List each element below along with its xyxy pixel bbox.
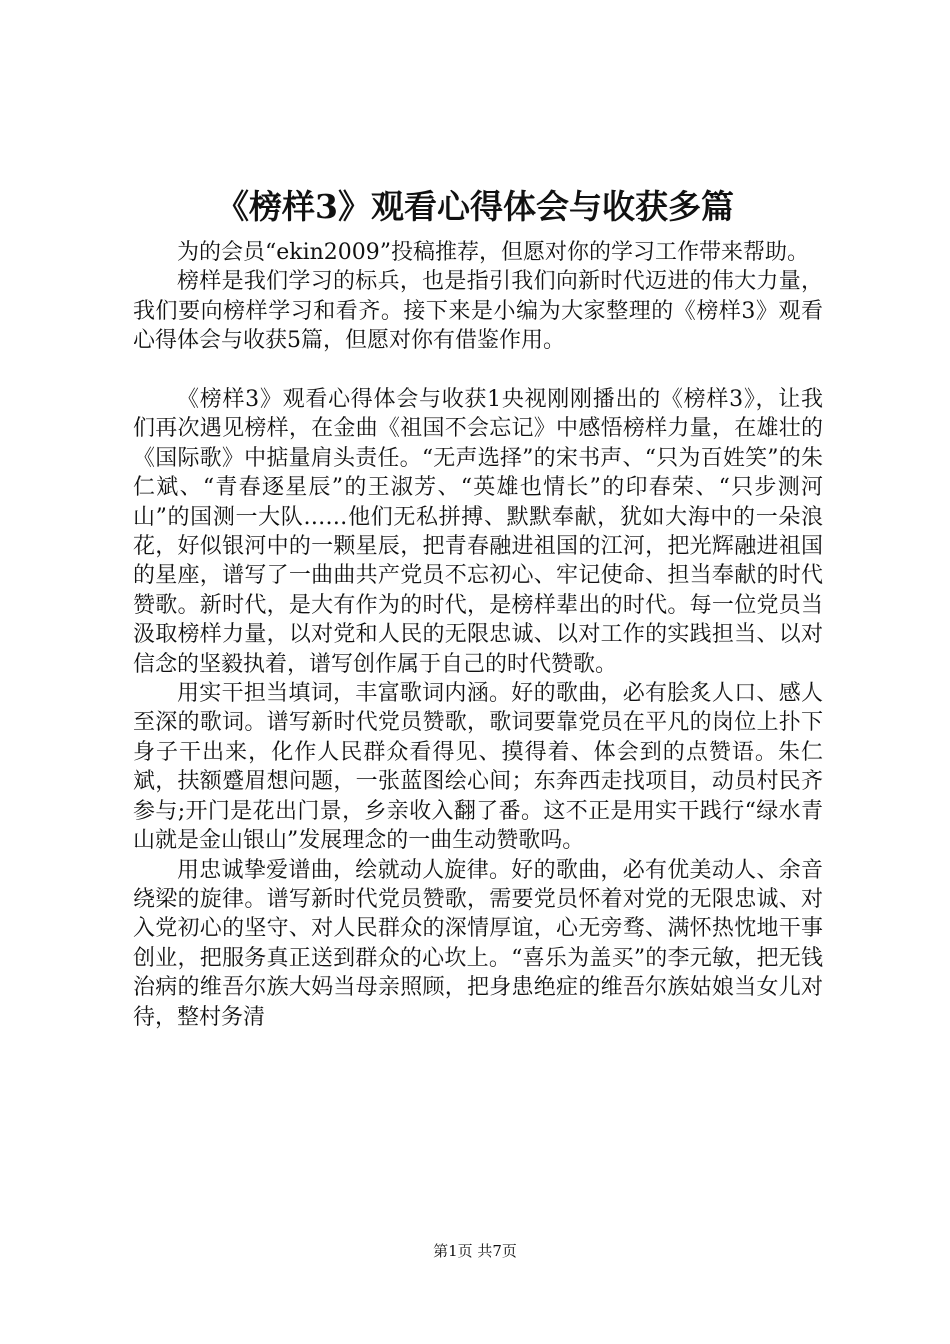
paragraph-preface: 榜样是我们学习的标兵，也是指引我们向新时代迈进的伟大力量，我们要向榜样学习和看齐。接下来是小编为大家整理的《榜样3》观看心得体会与收获5篇，但愿对你有借鉴作用。 bbox=[133, 269, 823, 354]
paragraph-part-1: 《榜样3》观看心得体会与收获1央视刚刚播出的《榜样3》，让我们再次遇见榜样，在金曲《祖国不会忘记》中感悟榜样力量，在雄壮的《国际歌》中掂量肩头责任。“无声选择”的宋书声、“只为百姓笑”的朱仁斌、“青春逐星辰”的王淑芳、“英雄也情长”的印春荣、“只步测河山”的国测一大队……他们无私拼搏、默默奉献，犹如大海中的一朵浪花，好似银河中的一颗星辰，把青春融进祖国的江河，把光辉融进祖国的星座，谱写了一曲曲共产党员不忘初心、牢记使命、担当奉献的时代赞歌。新时代，是大有作为的时代，是榜样辈出的时代。每一位党员当汲取榜样力量，以对党和人民的无限忠诚、以对工作的实践担当、以对信念的坚毅执着，谱写创作属于自己的时代赞歌。 bbox=[133, 387, 823, 677]
document-title: 《榜样3》观看心得体会与收获多篇 bbox=[216, 187, 734, 226]
page-footer: 第1页 共7页 bbox=[433, 1242, 517, 1260]
paragraph-intro: 为的会员“ekin2009”投稿推荐，但愿对你的学习工作带来帮助。 bbox=[177, 240, 810, 265]
paragraph-melody: 用忠诚挚爱谱曲，绘就动人旋律。好的歌曲，必有优美动人、余音绕梁的旋律。谱写新时代党员赞歌，需要党员怀着对党的无限忠诚、对入党初心的坚守、对人民群众的深情厚谊，心无旁骛、满怀热忱地干事创业，把服务真正送到群众的心坎上。“喜乐为盖买”的李元敏，把无钱治病的维吾尔族大妈当母亲照顾，把身患绝症的维吾尔族姑娘当女儿对待，整村务清 bbox=[133, 857, 823, 1030]
paragraph-spacer bbox=[133, 356, 823, 385]
paragraph-lyrics: 用实干担当填词，丰富歌词内涵。好的歌曲，必有脍炙人口、感人至深的歌词。谱写新时代党员赞歌，歌词要靠党员在平凡的岗位上扑下身子干出来，化作人民群众看得见、摸得着、体会到的点赞语。朱仁斌，扶额蹙眉想问题，一张蓝图绘心间；东奔西走找项目，动员村民齐参与;开门是花出门景，乡亲收入翻了番。这不正是用实干践行“绿水青山就是金山银山”发展理念的一曲生动赞歌吗。 bbox=[133, 681, 823, 854]
document-body bbox=[133, 238, 823, 1032]
